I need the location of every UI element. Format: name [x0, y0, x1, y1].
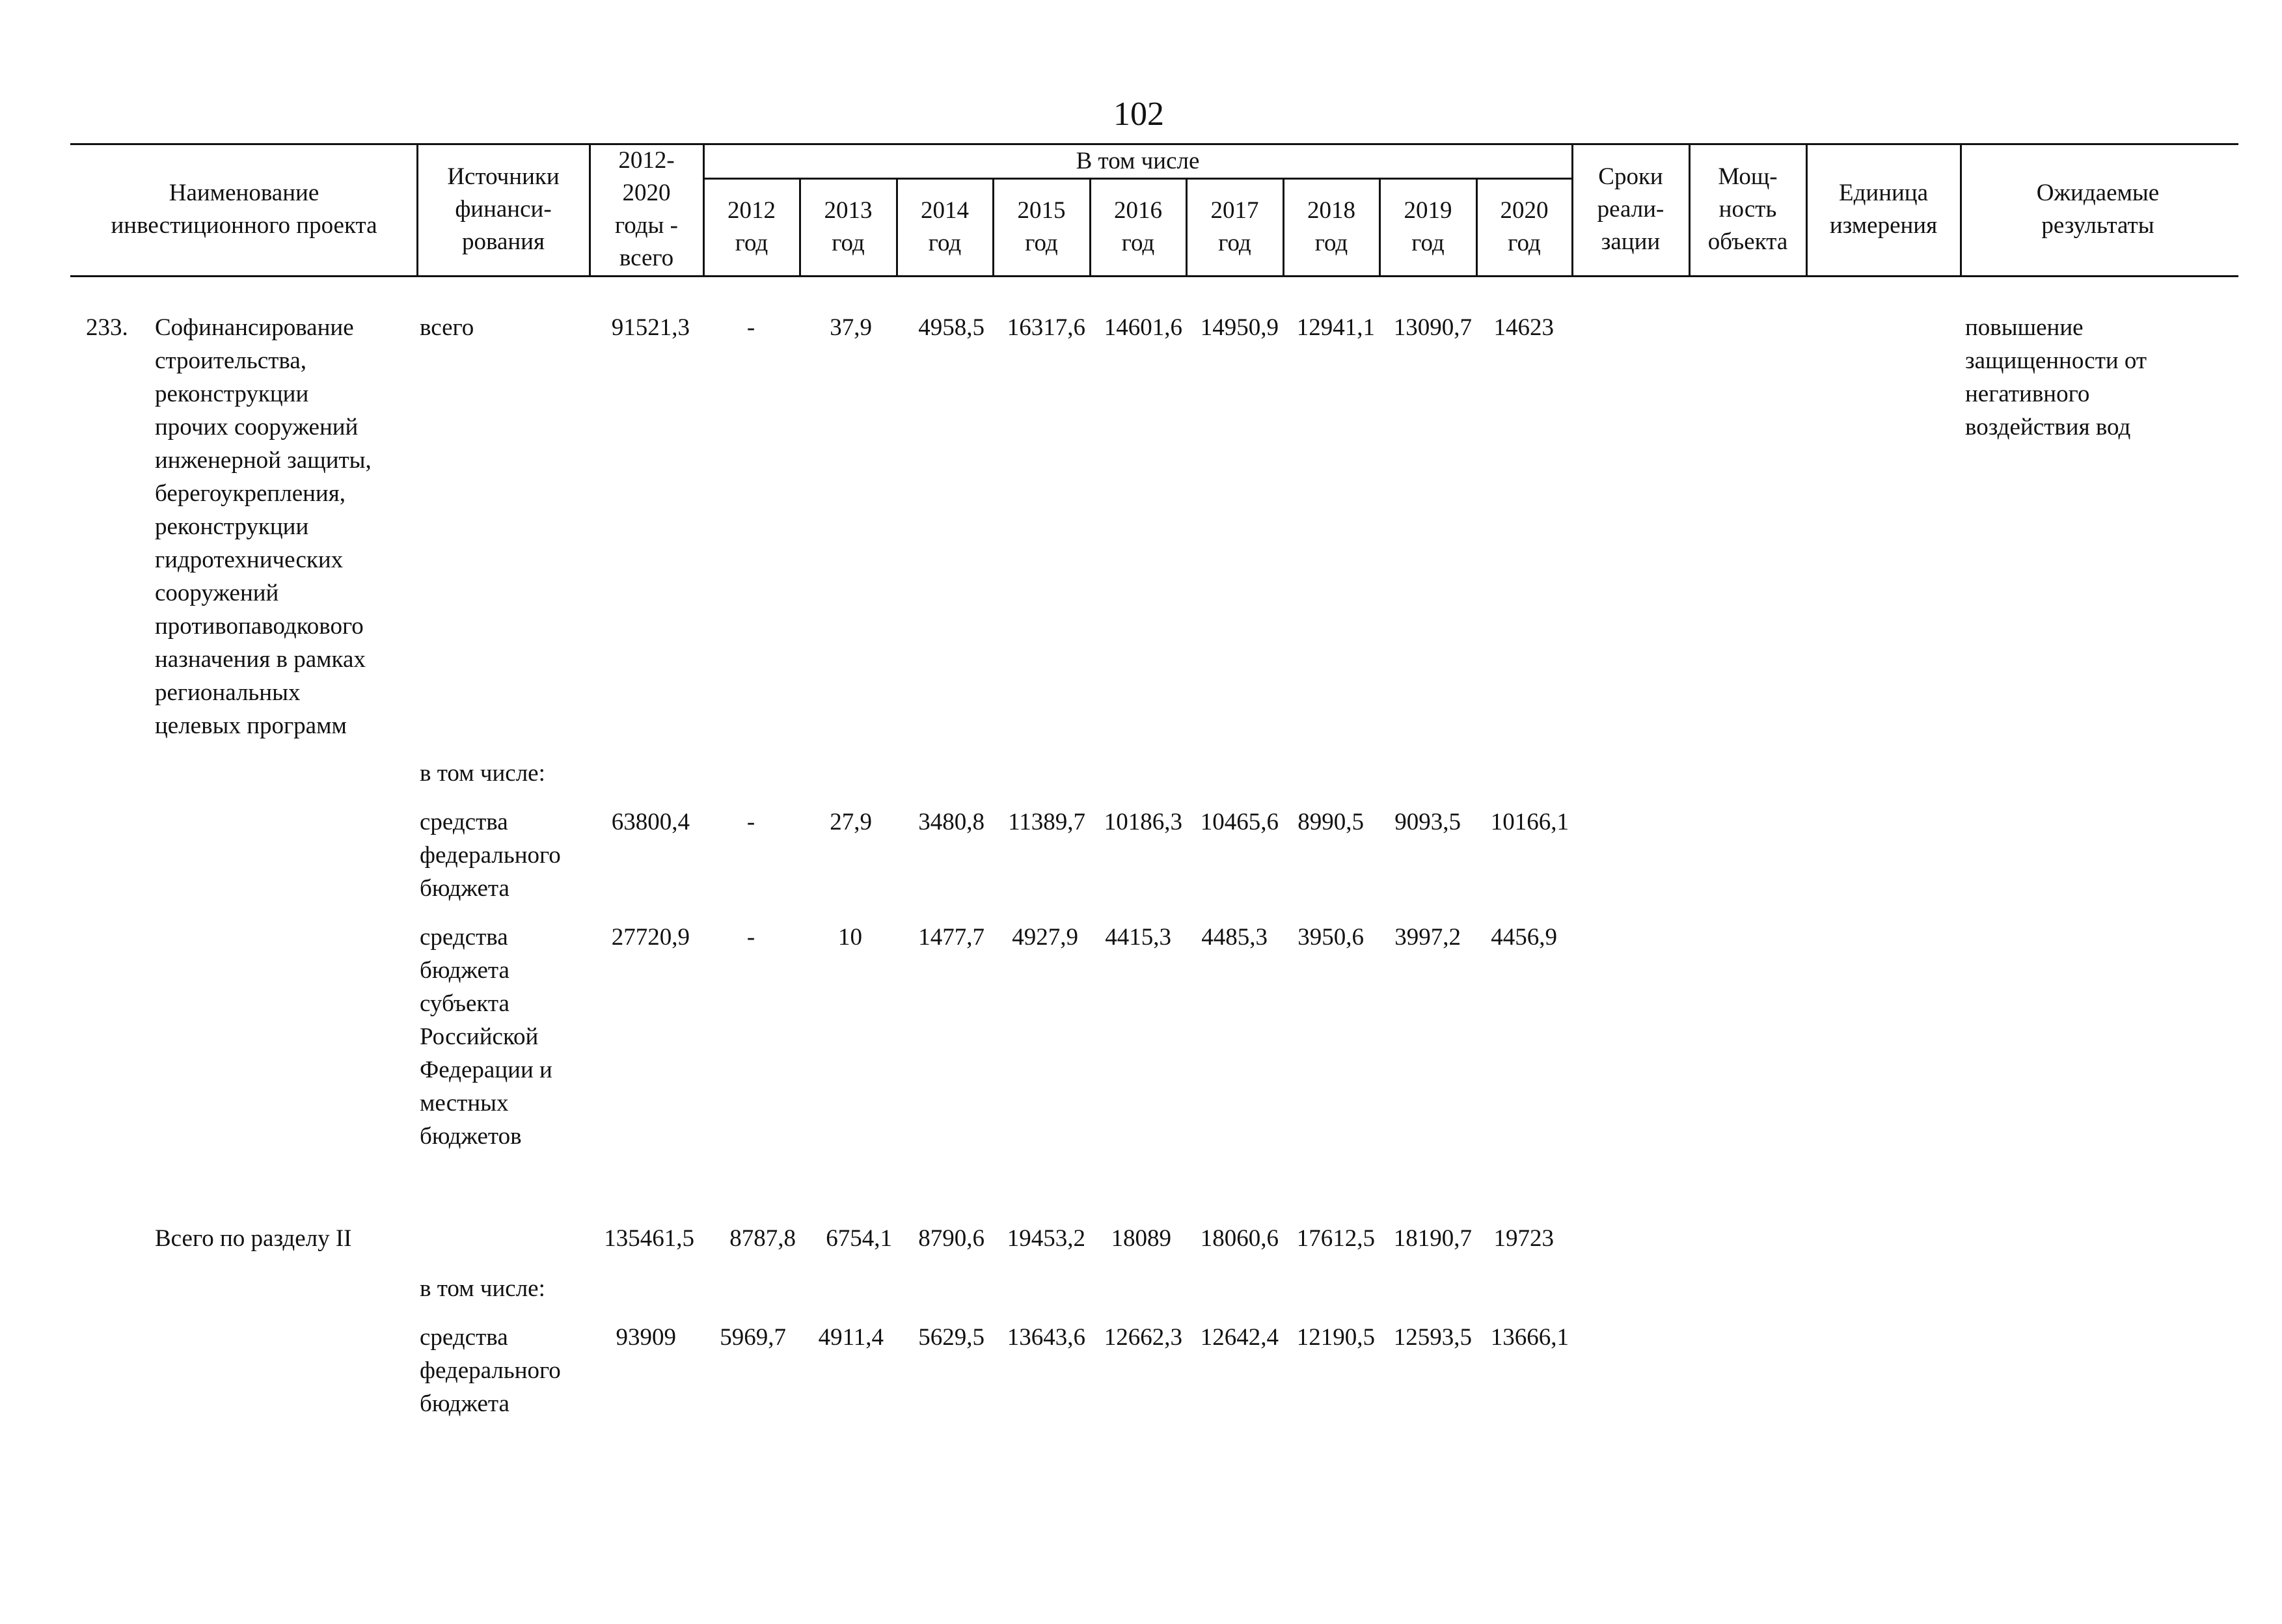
year-value: 10 [838, 924, 862, 951]
year-value: 14623 [1493, 314, 1554, 341]
year-value: 11389,7 [1008, 809, 1085, 835]
year-value: 10166,1 [1490, 809, 1569, 835]
source-label: всего [420, 314, 474, 341]
header-year: 2018 год [1307, 197, 1355, 256]
year-value: 3997,2 [1394, 924, 1461, 951]
year-value: 9093,5 [1394, 809, 1461, 835]
source-label: средства бюджета субъекта Российской Федерации и местных бюджетов [420, 924, 552, 1150]
year-value: 18060,6 [1200, 1225, 1279, 1252]
year-value: 12642,4 [1200, 1324, 1279, 1351]
year-value: 5629,5 [918, 1324, 985, 1351]
year-value: 4927,9 [1012, 924, 1078, 951]
year-value: 14950,9 [1200, 314, 1279, 341]
year-value: 12941,1 [1296, 314, 1375, 341]
year-value: - [746, 809, 755, 835]
header-results: Ожидаемые результаты [2036, 180, 2160, 239]
year-value: 13643,6 [1007, 1324, 1085, 1351]
year-value: 12593,5 [1393, 1324, 1472, 1351]
year-value: 14601,6 [1104, 314, 1182, 341]
year-value: 10186,3 [1104, 809, 1182, 835]
project-number: 233. [86, 314, 128, 341]
year-value: 12662,3 [1104, 1324, 1182, 1351]
header-year: 2019 год [1404, 197, 1452, 256]
total-value: 93909 [616, 1324, 676, 1351]
including-label: в том числе: [420, 760, 545, 787]
year-value: 19453,2 [1007, 1225, 1085, 1252]
header-name: Наименование инвестиционного проекта [111, 180, 377, 239]
year-value: 4456,9 [1491, 924, 1557, 951]
page-number: 102 [1113, 96, 1164, 133]
header-year: 2012 год [727, 197, 776, 256]
total-value: 63800,4 [611, 809, 690, 835]
year-value: 4911,4 [818, 1324, 884, 1351]
project-results: повышение защищенности от негативного воздействия вод [1965, 314, 2147, 440]
header-year: 2020 год [1500, 197, 1549, 256]
header-total: 2012- 2020 годы - всего [615, 147, 678, 271]
year-value: 5969,7 [720, 1324, 786, 1351]
year-value: 4958,5 [918, 314, 985, 341]
header-year: 2016 год [1114, 197, 1162, 256]
header-including: В том числе [1076, 147, 1200, 174]
year-value: 13090,7 [1393, 314, 1472, 341]
section-total-name: Всего по разделу II [155, 1225, 352, 1252]
year-value: 6754,1 [826, 1225, 892, 1252]
year-value: 18089 [1111, 1225, 1171, 1252]
year-value: 12190,5 [1296, 1324, 1375, 1351]
year-value: 27,9 [830, 809, 872, 835]
total-value: 135461,5 [604, 1225, 694, 1252]
header-terms: Сроки реали- зации [1597, 163, 1664, 255]
total-value: 27720,9 [611, 924, 690, 951]
including-label: в том числе: [420, 1275, 545, 1302]
header-year: 2014 год [921, 197, 969, 256]
year-value: - [746, 314, 755, 341]
year-value: 19723 [1493, 1225, 1554, 1252]
year-value: 3950,6 [1297, 924, 1364, 951]
header-sources: Источники финанси- рования [447, 163, 560, 255]
header-year: 2015 год [1017, 197, 1066, 256]
year-value: 37,9 [830, 314, 872, 341]
year-value: 18190,7 [1393, 1225, 1472, 1252]
header-unit: Единица измерения [1829, 180, 1938, 239]
year-value: 1477,7 [918, 924, 985, 951]
year-value: 4485,3 [1201, 924, 1268, 951]
project-name: Софинансирование строительства, реконструкции прочих сооружений инженерной защиты, берегоукрепления, реконструкции гидротехнических сооружений противопаводкового назначения в рамках региональных целевых программ [155, 314, 372, 739]
year-value: 8787,8 [729, 1225, 796, 1252]
header-year: 2013 год [824, 197, 873, 256]
source-label: средства федерального бюджета [420, 1324, 561, 1417]
total-value: 91521,3 [611, 314, 690, 341]
year-value: 16317,6 [1007, 314, 1085, 341]
year-value: - [746, 924, 755, 951]
year-value: 17612,5 [1296, 1225, 1375, 1252]
year-value: 8790,6 [918, 1225, 985, 1252]
source-label: средства федерального бюджета [420, 809, 561, 902]
year-value: 3480,8 [918, 809, 985, 835]
year-value: 13666,1 [1490, 1324, 1569, 1351]
year-value: 10465,6 [1200, 809, 1279, 835]
year-value: 4415,3 [1105, 924, 1171, 951]
header-bottom-rule [70, 275, 2238, 277]
header-capacity: Мощ- ность объекта [1707, 163, 1788, 255]
year-value: 8990,5 [1297, 809, 1364, 835]
header-year: 2017 год [1210, 197, 1259, 256]
